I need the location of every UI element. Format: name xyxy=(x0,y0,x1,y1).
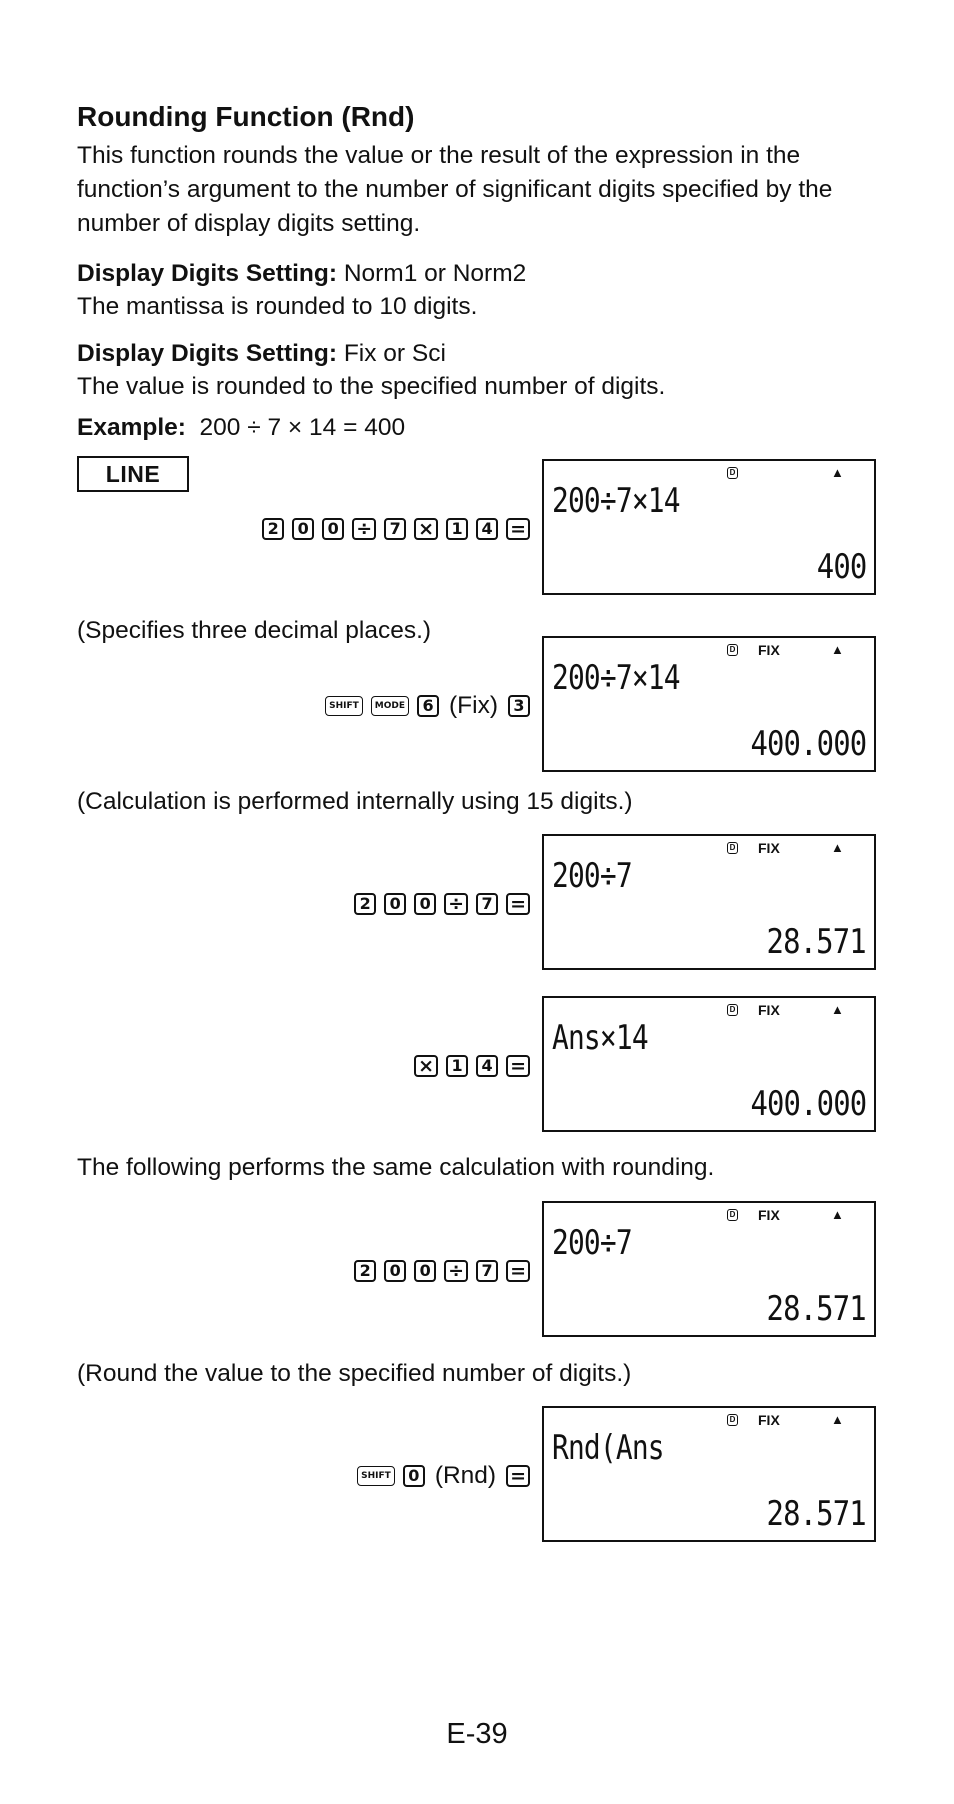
d-indicator: D xyxy=(727,842,738,854)
note-internal-digits: (Calculation is performed internally using 15 digits.) xyxy=(77,788,633,815)
key-multiply: × xyxy=(414,518,438,540)
key-2: 2 xyxy=(262,518,284,540)
display-result: 28.571 xyxy=(766,1289,866,1329)
example-text: 200 ÷ 7 × 14 = 400 xyxy=(185,414,406,441)
fix-indicator: FIX xyxy=(758,1207,780,1223)
d-indicator: D xyxy=(727,467,738,479)
display-result: 28.571 xyxy=(766,922,866,962)
key-4: 4 xyxy=(476,518,498,540)
display-expression: 200÷7×14 xyxy=(552,658,680,698)
setting2-line xyxy=(77,337,897,371)
note-round-value: (Round the value to the specified number of digits.) xyxy=(77,1360,632,1387)
key-divide: ÷ xyxy=(352,518,376,540)
key-sequence-2 xyxy=(325,691,530,721)
line-mode-badge: LINE xyxy=(77,456,189,492)
key-equals: = xyxy=(506,893,530,915)
key-0: 0 xyxy=(414,1260,436,1282)
fix-indicator: FIX xyxy=(758,1412,780,1428)
key-7: 7 xyxy=(476,1260,498,1282)
key-divide: ÷ xyxy=(444,1260,468,1282)
setting2-desc: The value is rounded to the specified number of digits. xyxy=(77,373,666,400)
display-expression: 200÷7×14 xyxy=(552,481,680,521)
key-1: 1 xyxy=(446,518,468,540)
display-result: 400.000 xyxy=(750,724,866,764)
key-sequence-1 xyxy=(262,514,530,544)
key-2: 2 xyxy=(354,1260,376,1282)
calculator-display-6 xyxy=(542,1406,876,1542)
intro-paragraph: This function rounds the value or the result of the expression in the function’s argument to the number of significant digits specified by the number of display digits setting. xyxy=(77,142,833,237)
display-expression: Ans×14 xyxy=(552,1018,648,1058)
key-0: 0 xyxy=(414,893,436,915)
key-1: 1 xyxy=(446,1055,468,1077)
d-indicator: D xyxy=(727,1004,738,1016)
display-result: 28.571 xyxy=(766,1494,866,1534)
setting1-line xyxy=(77,257,897,291)
note-decimal-places: (Specifies three decimal places.) xyxy=(77,617,432,644)
setting2-value: Fix or Sci xyxy=(337,340,446,367)
up-arrow-icon: ▲ xyxy=(831,1002,844,1017)
display-expression: Rnd(Ans xyxy=(552,1428,664,1468)
display-expression: 200÷7 xyxy=(552,856,632,896)
display-result: 400.000 xyxy=(750,1084,866,1124)
key-0: 0 xyxy=(292,518,314,540)
key-shift: SHIFT xyxy=(357,1466,395,1486)
up-arrow-icon: ▲ xyxy=(831,840,844,855)
key-multiply: × xyxy=(414,1055,438,1077)
key-equals: = xyxy=(506,1055,530,1077)
key-0: 0 xyxy=(322,518,344,540)
key-7: 7 xyxy=(476,893,498,915)
key-6: 6 xyxy=(417,695,439,717)
setting1-desc: The mantissa is rounded to 10 digits. xyxy=(77,293,478,320)
key-0: 0 xyxy=(384,893,406,915)
key-sequence-4 xyxy=(414,1051,530,1081)
calculator-display-1 xyxy=(542,459,876,595)
calculator-display-4 xyxy=(542,996,876,1132)
key-equals: = xyxy=(506,1465,530,1487)
display-result: 400 xyxy=(816,547,866,587)
display-expression: 200÷7 xyxy=(552,1223,632,1263)
fix-label: (Fix) xyxy=(449,692,498,719)
key-sequence-5 xyxy=(354,1256,530,1286)
fix-indicator: FIX xyxy=(758,642,780,658)
key-0: 0 xyxy=(384,1260,406,1282)
key-4: 4 xyxy=(476,1055,498,1077)
d-indicator: D xyxy=(727,1414,738,1426)
example-label: Example: xyxy=(77,414,186,441)
calculator-display-2 xyxy=(542,636,876,772)
key-0: 0 xyxy=(403,1465,425,1487)
calculator-display-3 xyxy=(542,834,876,970)
d-indicator: D xyxy=(727,1209,738,1221)
key-equals: = xyxy=(506,518,530,540)
fix-indicator: FIX xyxy=(758,840,780,856)
key-7: 7 xyxy=(384,518,406,540)
rnd-label: (Rnd) xyxy=(434,1462,497,1489)
note-same-calculation: The following performs the same calculation with rounding. xyxy=(77,1154,715,1181)
setting2-label: Display Digits Setting: xyxy=(77,340,338,367)
setting1-value: Norm1 or Norm2 xyxy=(337,260,527,287)
key-divide: ÷ xyxy=(444,893,468,915)
up-arrow-icon: ▲ xyxy=(831,1207,844,1222)
example-line xyxy=(77,411,897,445)
key-2: 2 xyxy=(354,893,376,915)
section-title: Rounding Function (Rnd) xyxy=(77,101,415,132)
calculator-display-5 xyxy=(542,1201,876,1337)
d-indicator: D xyxy=(727,644,738,656)
fix-indicator: FIX xyxy=(758,1002,780,1018)
setting1-label: Display Digits Setting: xyxy=(77,260,338,287)
key-3: 3 xyxy=(508,695,530,717)
key-mode: MODE xyxy=(371,696,409,716)
key-sequence-6 xyxy=(357,1461,530,1491)
key-shift: SHIFT xyxy=(325,696,363,716)
key-equals: = xyxy=(506,1260,530,1282)
key-sequence-3 xyxy=(354,889,530,919)
up-arrow-icon: ▲ xyxy=(831,465,844,480)
up-arrow-icon: ▲ xyxy=(831,1412,844,1427)
page-number: E-39 xyxy=(446,1718,508,1750)
up-arrow-icon: ▲ xyxy=(831,642,844,657)
